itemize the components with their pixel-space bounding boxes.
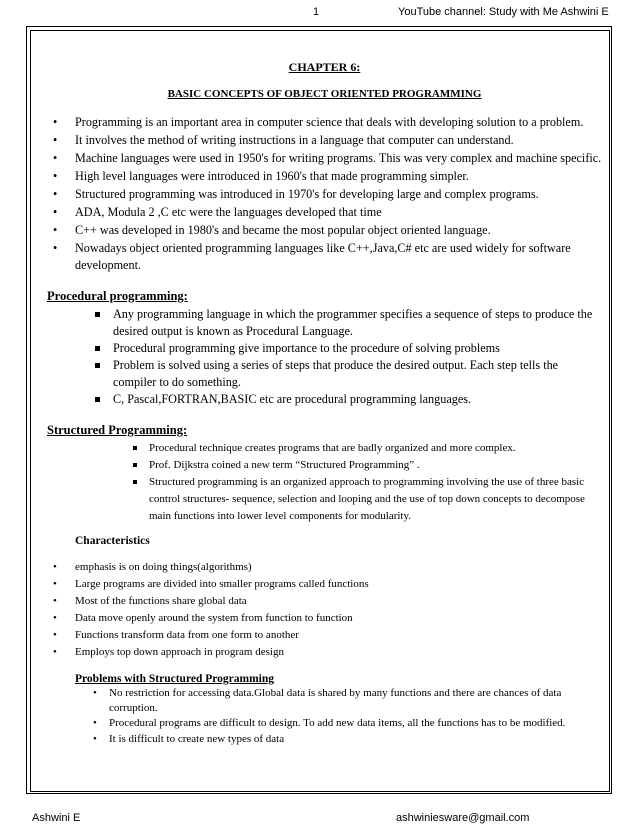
list-item: Procedural technique creates programs that are badly organized and more complex. [131,440,602,457]
list-item: • Structured programming was introduced in 1970's for developing large and complex programs. [47,186,602,203]
page-header [0,6,638,22]
problems-list [89,686,602,746]
list-item: Problem is solved using a series of steps that produce the desired output. Each step tells the compiler to do something. [93,357,602,391]
list-item: • Large programs are divided into smaller programs called functions [47,576,602,593]
list-item: • emphasis is on doing things(algorithms) [47,559,602,576]
characteristics-heading: Characteristics [75,535,150,547]
footer-email: ashwiniesware@gmail.com [396,812,530,824]
list-item: • Programming is an important area in computer science that deals with developing solution to a problem. [47,114,602,131]
list-item: • Employs top down approach in program design [47,644,602,661]
list-item: Prof. Dijkstra coined a new term “Structured Programming” . [131,457,602,474]
list-item: • Machine languages were used in 1950's for writing programs. This was very complex and machine specific. [47,150,602,167]
list-item: • It is difficult to create new types of data [89,732,602,747]
header-channel: YouTube channel: Study with Me Ashwini E [398,6,609,18]
problems-heading: Problems with Structured Programming [75,673,274,685]
list-item: • Nowadays object oriented programming languages like C++,Java,C# etc are used widely for software development. [47,240,602,274]
intro-list [47,114,602,274]
list-item: • Functions transform data from one form to another [47,627,602,644]
structured-list [131,440,602,525]
list-item: • No restriction for accessing data.Global data is shared by many functions and there are chances of data corruption. [89,686,602,715]
list-item: Structured programming is an organized approach to programming involving the use of three basic control structures- sequence, selection and looping and the use of top down concepts to decompose main functions into lower level components for modularity. [131,474,602,525]
footer-author: Ashwini E [32,812,81,824]
list-item: • Data move openly around the system from function to function [47,610,602,627]
list-item: • Most of the functions share global data [47,593,602,610]
list-item: • C++ was developed in 1980's and became the most popular object oriented language. [47,222,602,239]
list-item: • Procedural programs are difficult to design. To add new data items, all the functions has to be modified. [89,716,602,731]
characteristics-list [47,559,602,661]
structured-heading: Structured Programming: [47,423,188,437]
chapter-title: CHAPTER 6: [288,60,361,74]
list-item: • High level languages were introduced in 1960's that made programming simpler. [47,168,602,185]
chapter-subtitle: BASIC CONCEPTS OF OBJECT ORIENTED PROGRAMMING [167,88,482,100]
list-item: Procedural programming give importance to the procedure of solving problems [93,340,602,357]
list-item: • ADA, Modula 2 ,C etc were the languages developed that time [47,204,602,221]
list-item: Any programming language in which the programmer specifies a sequence of steps to produce the desired output is known as Procedural Language. [93,306,602,340]
document-body [47,60,602,747]
procedural-heading: Procedural programming: [47,289,188,303]
procedural-list [93,306,602,408]
page-number: 1 [313,6,320,18]
list-item: C, Pascal,FORTRAN,BASIC etc are procedural programming languages. [93,391,602,408]
list-item: • It involves the method of writing instructions in a language that computer can understand. [47,132,602,149]
